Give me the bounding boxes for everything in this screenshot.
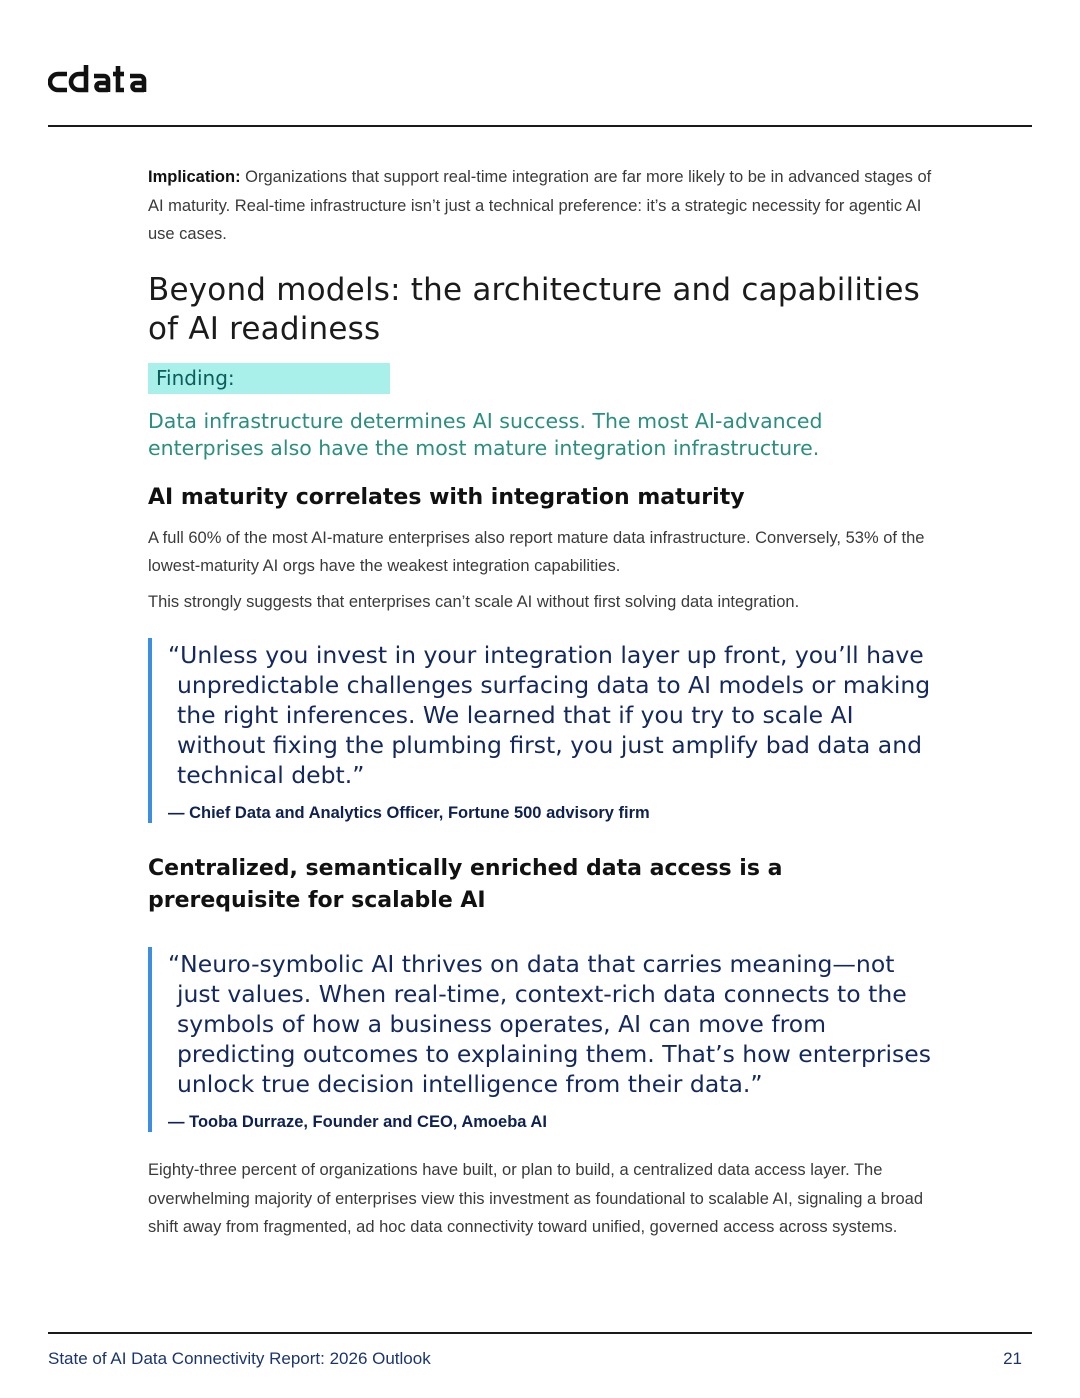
svg-text:cdata: cdata	[48, 62, 51, 63]
cdata-logo	[48, 62, 164, 96]
main-content	[148, 163, 938, 1242]
section-title: Beyond models: the architecture and capabilities of AI readiness	[148, 271, 920, 347]
implication-text: Organizations that support real-time integration are far more likely to be in advanced stages of AI maturity. Real-time infrastructure isn’t just a technical preference: it’s a strategic necessity for agentic AI use cases.	[148, 168, 932, 243]
finding-badge: Finding:	[148, 363, 390, 394]
quote-attribution: — Chief Data and Analytics Officer, Fortune 500 advisory firm	[168, 804, 650, 822]
finding-statement: Data infrastructure determines AI success. The most AI-advanced enterprises also have the most mature integration infrastructure.	[148, 408, 823, 460]
footer-divider	[48, 1332, 1032, 1334]
maturity-paragraph-2: This strongly suggests that enterprises can’t scale AI without first solving data integration.	[148, 592, 800, 611]
quote-attribution: — Tooba Durraze, Founder and CEO, Amoeba AI	[168, 1113, 547, 1131]
footer-report-title: State of AI Data Connectivity Report: 2026 Outlook	[48, 1349, 431, 1368]
subsection-heading-maturity: AI maturity correlates with integration maturity	[148, 484, 745, 510]
header-divider	[48, 125, 1032, 127]
centralized-paragraph: Eighty-three percent of organizations have built, or plan to build, a centralized data access layer. The overwhelming majority of enterprises view this investment as foundational to scalable AI, signaling a broad shift away from fragmented, ad hoc data connectivity toward unified, governed access across systems.	[148, 1161, 923, 1236]
implication-label: Implication:	[148, 168, 241, 186]
maturity-paragraph-1: A full 60% of the most AI-mature enterprises also report mature data infrastructure. Conversely, 53% of the lowest-maturity AI orgs have the weakest integration capabilities.	[148, 528, 925, 575]
implication-paragraph	[148, 163, 938, 249]
page-number: 21	[1003, 1349, 1022, 1368]
quote-text: “Neuro-symbolic AI thrives on data that carries meaning—not just values. When real-time, context-rich data connects to the symbols of how a business operates, AI can move from predicting outcomes to explaining them. That’s how enterprises unlock true decision intelligence from their data.”	[168, 950, 931, 1098]
subsection-heading-centralized: Centralized, semantically enriched data access is a prerequisite for scalable AI	[148, 856, 783, 913]
pull-quote-cdao	[148, 638, 938, 823]
pull-quote-amoeba	[148, 947, 938, 1132]
quote-text: “Unless you invest in your integration layer up front, you’ll have unpredictable challenges surfacing data to AI models or making the right inferences. We learned that if you try to scale AI without fixing the plumbing first, you just amplify bad data and technical debt.”	[168, 641, 931, 789]
